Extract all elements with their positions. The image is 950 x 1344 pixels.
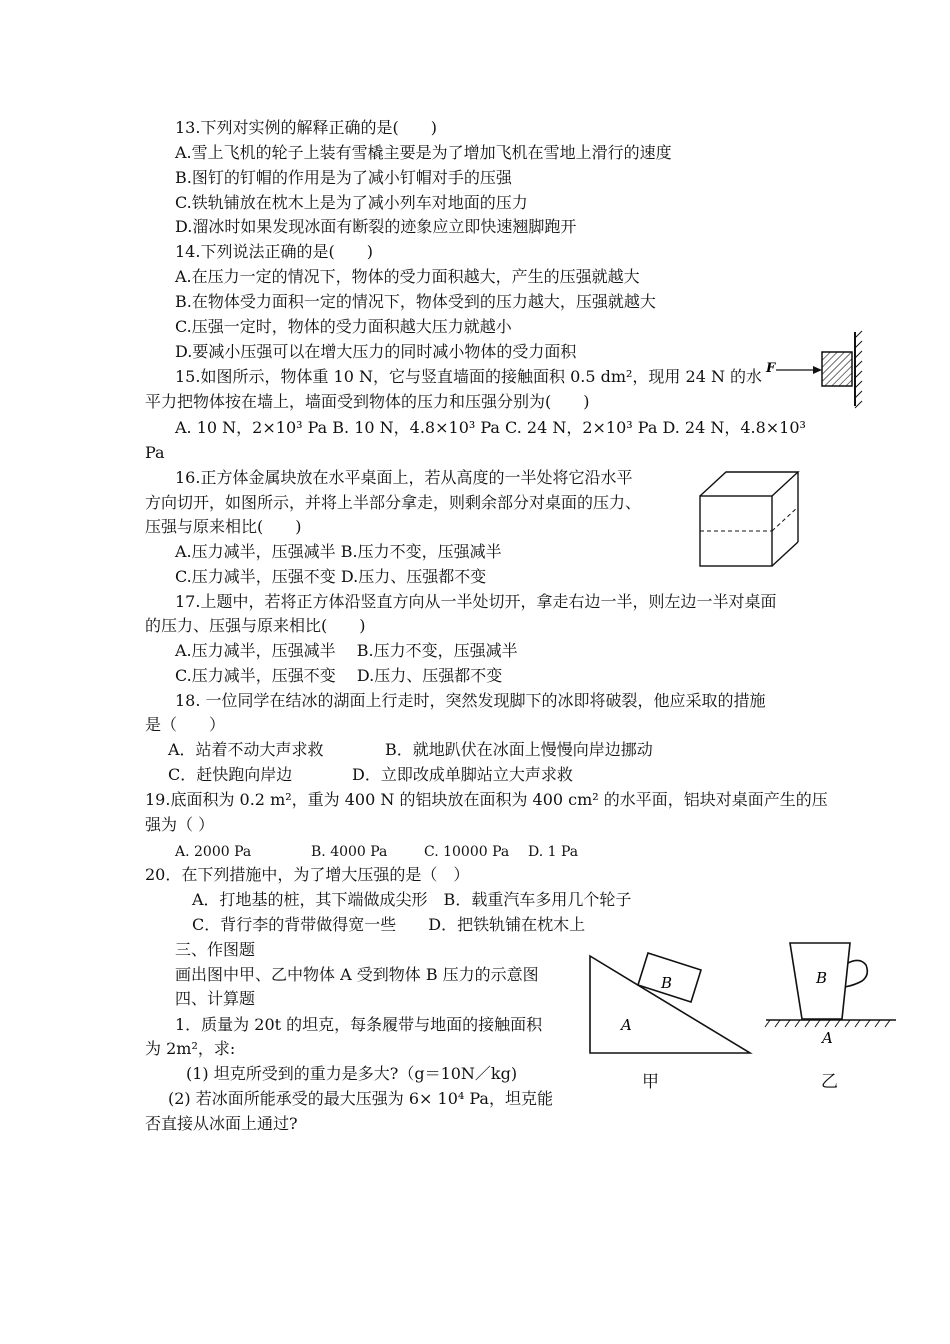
- q13-option-b: B.图钉的钉帽的作用是为了减小钉帽对手的压强: [175, 168, 512, 187]
- calc-q1-part2-line1: (2) 若冰面所能承受的最大压强为 6× 10⁴ Pa，坦克能: [168, 1089, 553, 1108]
- q14-option-c: C.压强一定时，物体的受力面积越大压力就越小: [175, 317, 512, 336]
- q13-stem: 13.下列对实例的解释正确的是( ): [175, 118, 437, 137]
- force-arrowhead: [813, 366, 822, 374]
- q19-line2: 强为（ ）: [145, 815, 215, 834]
- calc-q1-part2-line2: 否直接从冰面上通过?: [145, 1114, 298, 1133]
- label-b: B: [816, 969, 828, 987]
- q16-cube-figure: [698, 470, 802, 570]
- q14-stem: 14.下列说法正确的是( ): [175, 242, 373, 261]
- q17-line2: 的压力、压强与原来相比( ): [145, 616, 366, 635]
- q19-option-d: D. 1 Pa: [528, 844, 579, 860]
- label-b: B: [661, 974, 673, 992]
- q16-line1: 16.正方体金属块放在水平桌面上，若从高度的一半处将它沿水平: [175, 468, 633, 487]
- q14-option-b: B.在物体受力面积一定的情况下，物体受到的压力越大，压强就越大: [175, 292, 656, 311]
- force-label: F: [766, 361, 776, 376]
- q14-option-a: A.在压力一定的情况下，物体的受力面积越大，产生的压强就越大: [175, 267, 640, 286]
- q14-option-d: D.要减小压强可以在增大压力的同时减小物体的受力面积: [175, 342, 577, 361]
- q13-option-c: C.铁轨铺放在枕木上是为了减小列车对地面的压力: [175, 193, 528, 212]
- q17-line1: 17.上题中，若将正方体沿竖直方向从一半处切开，拿走右边一半，则左边一半对桌面: [175, 592, 777, 611]
- calc-q1-line1: 1．质量为 20t 的坦克，每条履带与地面的接触面积: [175, 1015, 543, 1034]
- fig-jia-caption: 甲: [642, 1072, 659, 1092]
- q17-options-ab: A.压力减半，压强减半 B.压力不变，压强减半: [175, 641, 518, 660]
- q19-line1: 19.底面积为 0.2 m²，重为 400 N 的铝块放在面积为 400 cm² 的水平面，铝块对桌面产生的压: [145, 790, 828, 809]
- q16-options-ab: A.压力减半，压强减半 B.压力不变，压强减半: [175, 542, 502, 561]
- q13-option-a: A.雪上飞机的轮子上装有雪橇主要是为了增加飞机在雪地上滑行的速度: [175, 143, 672, 162]
- q18-line2: 是（ ）: [145, 715, 226, 734]
- ground-hatching: [765, 1020, 890, 1027]
- q15-wall-figure: [760, 330, 870, 410]
- q16-options-cd: C.压力减半，压强不变 D.压力、压强都不变: [175, 567, 487, 586]
- q20-options-ab: A．打地基的桩，其下端做成尖形 B．载重汽车多用几个轮子: [192, 890, 632, 909]
- q18-option-c: C．赶快跑向岸边: [168, 765, 293, 784]
- fig-yi-cup: [762, 935, 902, 1045]
- calc-q1-line2: 为 2m²，求:: [145, 1039, 236, 1058]
- q18-option-a: A．站着不动大声求救: [168, 740, 324, 759]
- q19-option-c: C. 10000 Pa: [424, 844, 510, 860]
- q20-stem: 20．在下列措施中，为了增大压强的是（ ）: [145, 865, 470, 884]
- fig-yi-caption: 乙: [821, 1072, 838, 1092]
- q18-option-b: B．就地趴伏在冰面上慢慢向岸边挪动: [385, 740, 653, 759]
- q15-options: A. 10 N，2×10³ Pa B. 10 N，4.8×10³ Pa C. 24 N，2×10³ Pa D. 24 N，4.8×10³: [175, 418, 806, 437]
- q18-option-d: D．立即改成单脚站立大声求救: [352, 765, 573, 784]
- block: [822, 352, 852, 386]
- label-a: A: [822, 1029, 833, 1047]
- q20-options-cd: C．背行李的背带做得宽一些 D．把铁轨铺在枕木上: [192, 915, 586, 934]
- q13-option-d: D.溜冰时如果发现冰面有断裂的迹象应立即快速翘脚跑开: [175, 217, 577, 236]
- q19-option-b: B. 4000 Pa: [311, 844, 388, 860]
- q16-line3: 压强与原来相比( ): [145, 517, 302, 536]
- calc-q1-part1: (1) 坦克所受到的重力是多大?（g＝10N／kg): [186, 1064, 518, 1083]
- incline-a: [590, 956, 750, 1053]
- section3-instruction: 画出图中甲、乙中物体 A 受到物体 B 压力的示意图: [175, 965, 539, 984]
- q17-options-cd: C.压力减半，压强不变 D.压力、压强都不变: [175, 666, 503, 685]
- q19-option-a: A. 2000 Pa: [175, 844, 252, 860]
- section3-title: 三、作图题: [175, 940, 256, 959]
- label-a: A: [621, 1016, 632, 1034]
- q15-line1: 15.如图所示，物体重 10 N，它与竖直墙面的接触面积 0.5 dm²，现用 24 N 的水: [175, 367, 763, 386]
- q18-line1: 18. 一位同学在结冰的湖面上行走时，突然发现脚下的冰即将破裂，他应采取的措施: [175, 691, 766, 710]
- q15-line2: 平力把物体按在墙上，墙面受到物体的压力和压强分别为( ): [145, 392, 590, 411]
- section4-title: 四、计算题: [175, 989, 256, 1008]
- fig-jia-incline: [585, 948, 755, 1058]
- wall-hatching: [855, 331, 862, 408]
- q15-options-tail: Pa: [145, 443, 165, 462]
- q16-line2: 方向切开，如图所示，并将上半部分拿走，则剩余部分对桌面的压力、: [145, 493, 642, 512]
